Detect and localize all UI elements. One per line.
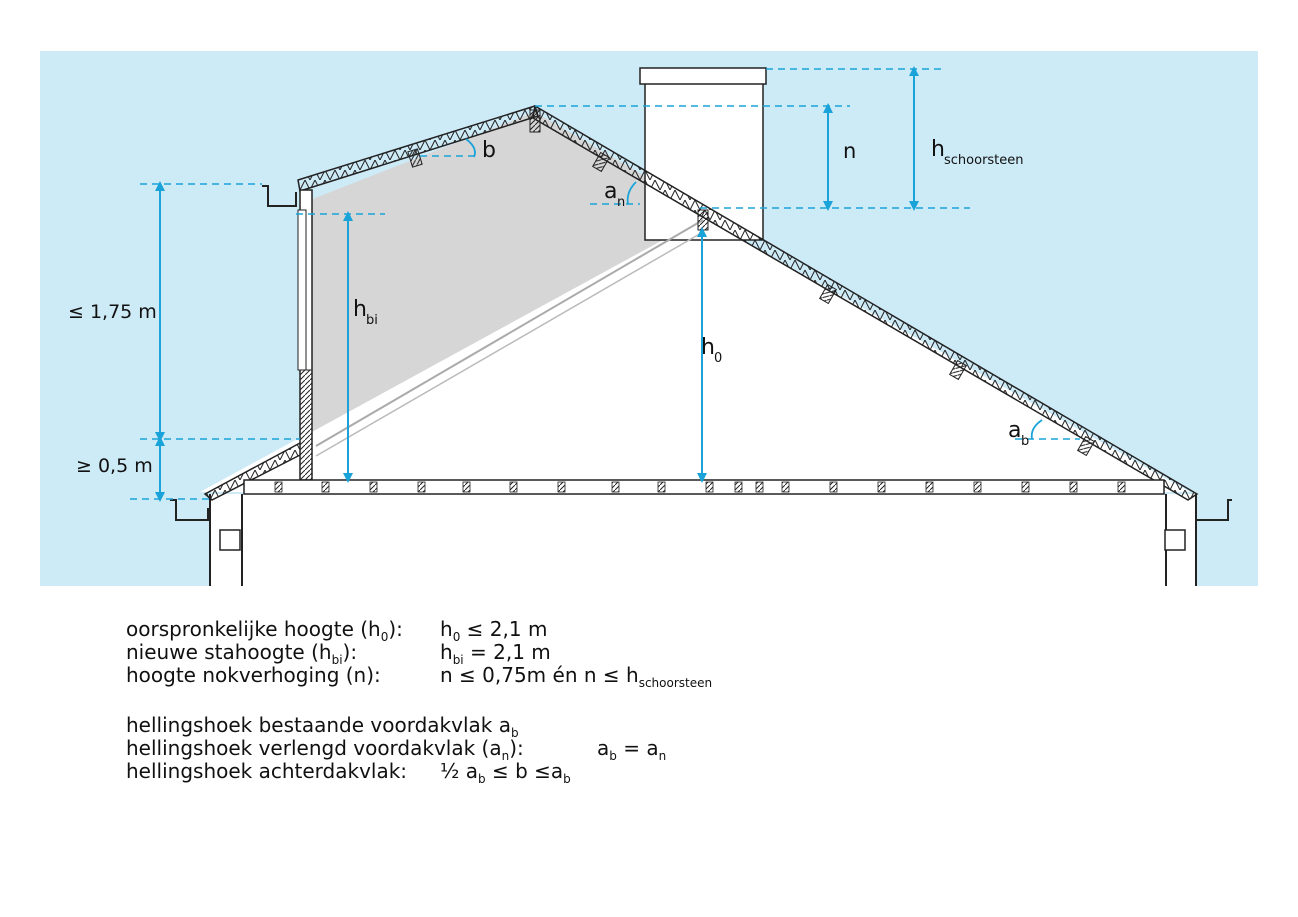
legend-label: oorspronkelijke hoogte $(h_0)$: <box>126 617 403 644</box>
floor-joist <box>612 482 619 492</box>
floor-joist <box>1118 482 1125 492</box>
label-a-b: a <box>1008 418 1022 443</box>
attic-floor <box>244 480 1164 494</box>
legend-value: ½ $a_b \le b \le a_b$ <box>440 759 571 786</box>
label-h-0: h <box>701 335 715 360</box>
floor-joist <box>418 482 425 492</box>
building-lower-wall <box>210 494 1195 586</box>
floor-joist <box>830 482 837 492</box>
label-h-0-sub: 0 <box>714 351 723 366</box>
floor-joist <box>974 482 981 492</box>
floor-joist <box>510 482 517 492</box>
label-h-schoorsteen-sub: schoorsteen <box>944 153 1024 168</box>
floor-joist <box>735 482 742 492</box>
label-b: b <box>482 138 496 163</box>
label-n: n <box>843 139 857 163</box>
floor-joist <box>558 482 565 492</box>
legend-row-ab <box>126 713 926 740</box>
legend-label: hellingshoek verlengd voordakvlak $(a_n)$: <box>126 736 524 763</box>
legend-label: hellingshoek bestaande voordakvlak $a_b$ <box>126 713 519 740</box>
original-ridge-post <box>698 210 708 230</box>
floor-joist <box>370 482 377 492</box>
floor-joist <box>706 482 713 492</box>
floor-joist <box>756 482 763 492</box>
label-h-schoorsteen: h <box>931 137 945 162</box>
label-h-bi-sub: bi <box>366 313 378 328</box>
floor-joist <box>782 482 789 492</box>
legend-value: $a_b = a_n$ <box>597 736 667 763</box>
legend <box>126 617 926 786</box>
legend-label: nieuwe stahoogte $(h_{bi})$: <box>126 640 358 667</box>
floor-joist <box>658 482 665 492</box>
floor-joist <box>275 482 282 492</box>
floor-joist <box>463 482 470 492</box>
legend-row-an <box>126 736 926 763</box>
legend-value: $h_0 \le 2,1$ m <box>440 617 548 644</box>
floor-joist <box>1070 482 1077 492</box>
label-a-n-sub: n <box>617 195 626 210</box>
legend-row-h0 <box>126 617 926 644</box>
dormer-front-wall <box>298 190 312 480</box>
floor-joist <box>1022 482 1029 492</box>
new-ridge-post <box>530 110 540 132</box>
legend-label: hellingshoek achterdakvlak: <box>126 759 408 783</box>
label-max-175: ≤ 1,75 m <box>68 301 157 323</box>
label-h-bi: h <box>353 297 367 322</box>
floor-joist <box>926 482 933 492</box>
legend-row-n <box>126 663 926 690</box>
label-min-05: ≥ 0,5 m <box>76 455 153 477</box>
floor-joist <box>322 482 329 492</box>
legend-value: n ≤ 0,75m én $n \le h_{schoorsteen}$ <box>440 663 713 690</box>
legend-row-back <box>126 759 926 786</box>
legend-label: hoogte nokverhoging (n): <box>126 663 381 687</box>
legend-row-hbi <box>126 640 926 667</box>
label-a-n: a <box>604 179 618 204</box>
legend-value: $h_{bi} = 2,1$ m <box>440 640 551 667</box>
label-a-b-sub: b <box>1021 434 1030 449</box>
floor-joist <box>878 482 885 492</box>
